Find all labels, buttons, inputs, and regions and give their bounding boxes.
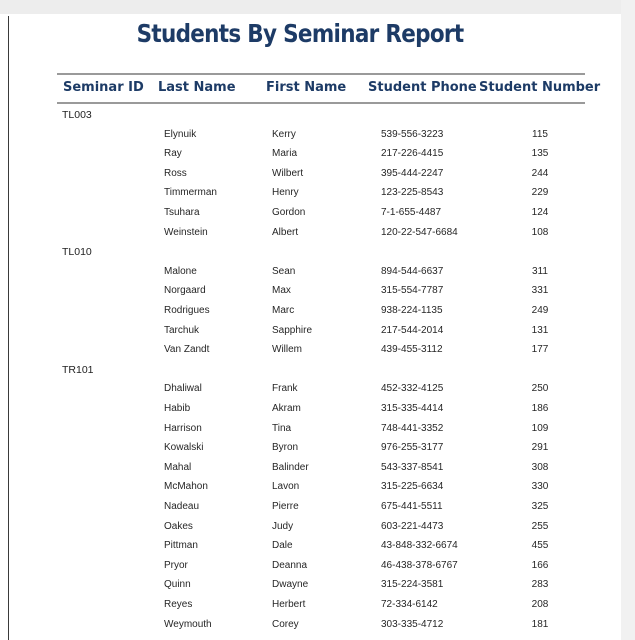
last-name-cell: Weinstein [164, 226, 208, 238]
first-name-cell: Balinder [272, 461, 309, 473]
student-number-cell: 330 [531, 481, 549, 493]
last-name-cell: Tarchuk [164, 324, 200, 336]
last-name-cell: Kowalski [164, 442, 204, 454]
seminar-group-label: TL010 [62, 246, 92, 259]
last-name-cell: Pittman [164, 540, 198, 552]
phone-cell: 123-225-8543 [381, 187, 444, 199]
last-name-cell: Nadeau [164, 500, 200, 512]
student-number-cell: 250 [531, 383, 549, 395]
student-number-cell: 311 [532, 265, 548, 277]
phone-cell: 539-556-3223 [381, 128, 444, 140]
column-header-student-number: Student Number [479, 80, 601, 95]
phone-cell: 439-455-3112 [381, 344, 443, 356]
right-edge [621, 0, 635, 640]
phone-cell: 976-255-3177 [381, 442, 444, 454]
seminar-group-label: TR101 [62, 363, 94, 376]
phone-cell: 72-334-6142 [381, 598, 438, 610]
first-name-cell: Lavon [272, 481, 300, 493]
first-name-cell: Dwayne [272, 579, 309, 591]
first-name-cell: Frank [272, 383, 298, 395]
first-name-cell: Kerry [272, 128, 296, 140]
first-name-cell: Willem [272, 344, 302, 356]
last-name-cell: Dhaliwal [164, 383, 202, 395]
first-name-cell: Sean [272, 265, 296, 277]
student-number-cell: 283 [531, 579, 549, 591]
phone-cell: 217-226-4415 [381, 148, 444, 160]
column-header-seminar-id: Seminar ID [63, 80, 144, 95]
phone-cell: 315-554-7787 [381, 285, 444, 297]
phone-cell: 675-441-5511 [381, 500, 443, 512]
phone-cell: 603-221-4473 [381, 520, 444, 532]
student-number-cell: 115 [532, 128, 548, 140]
student-number-cell: 255 [531, 520, 549, 532]
phone-cell: 395-444-2247 [381, 167, 444, 179]
student-number-cell: 308 [531, 461, 549, 473]
first-name-cell: Wilbert [272, 167, 304, 179]
left-border-line [8, 16, 9, 640]
last-name-cell: Mahal [164, 461, 192, 473]
student-number-cell: 229 [531, 187, 549, 199]
last-name-cell: Harrison [164, 422, 202, 434]
first-name-cell: Corey [272, 618, 299, 630]
column-header-student-phone: Student Phone [368, 80, 477, 95]
student-number-cell: 455 [531, 540, 549, 552]
report-title: Students By Seminar Report [136, 19, 464, 48]
phone-cell: 46-438-378-6767 [381, 559, 458, 571]
phone-cell: 315-225-6634 [381, 481, 444, 493]
student-number-cell: 177 [531, 344, 549, 356]
student-number-cell: 108 [531, 226, 549, 238]
phone-cell: 217-544-2014 [381, 324, 444, 336]
first-name-cell: Akram [272, 402, 301, 414]
student-number-cell: 249 [531, 304, 549, 316]
first-name-cell: Byron [272, 442, 299, 454]
header-top-rule [57, 73, 585, 75]
student-number-cell: 166 [531, 559, 549, 571]
last-name-cell: Elynuik [164, 128, 197, 140]
last-name-cell: Weymouth [164, 618, 212, 630]
student-number-cell: 186 [531, 402, 549, 414]
student-number-cell: 331 [531, 285, 549, 297]
student-number-cell: 291 [531, 442, 549, 454]
phone-cell: 452-332-4125 [381, 383, 444, 395]
last-name-cell: Ray [164, 148, 182, 160]
first-name-cell: Deanna [272, 559, 308, 571]
first-name-cell: Albert [272, 226, 299, 238]
last-name-cell: Oakes [164, 520, 193, 532]
last-name-cell: Norgaard [164, 285, 206, 297]
last-name-cell: Habib [164, 402, 191, 414]
student-number-cell: 325 [531, 500, 549, 512]
last-name-cell: Rodrigues [164, 304, 210, 316]
phone-cell: 120-22-547-6684 [381, 226, 458, 238]
column-header-last-name: Last Name [158, 80, 236, 95]
last-name-cell: Ross [164, 167, 187, 179]
seminar-group-label: TL003 [62, 109, 92, 121]
phone-cell: 303-335-4712 [381, 618, 444, 630]
last-name-cell: Van Zandt [164, 344, 210, 356]
first-name-cell: Judy [272, 520, 294, 532]
column-header-first-name: First Name [266, 80, 347, 95]
student-number-cell: 181 [531, 618, 549, 630]
last-name-cell: Malone [164, 265, 197, 277]
phone-cell: 43-848-332-6674 [381, 540, 458, 552]
phone-cell: 748-441-3352 [381, 422, 444, 434]
phone-cell: 938-224-1135 [381, 304, 443, 316]
first-name-cell: Pierre [272, 500, 299, 512]
first-name-cell: Herbert [272, 598, 306, 610]
first-name-cell: Sapphire [272, 324, 313, 336]
first-name-cell: Gordon [272, 206, 306, 218]
header-bottom-rule [57, 102, 585, 104]
student-number-cell: 135 [531, 148, 549, 160]
last-name-cell: Reyes [164, 598, 193, 610]
phone-cell: 315-224-3581 [381, 579, 444, 591]
first-name-cell: Tina [272, 422, 292, 434]
student-number-cell: 208 [531, 598, 549, 610]
first-name-cell: Dale [272, 540, 293, 552]
student-number-cell: 131 [531, 324, 549, 336]
phone-cell: 315-335-4414 [381, 402, 444, 414]
student-number-cell: 124 [531, 206, 549, 218]
phone-cell: 7-1-655-4487 [381, 206, 442, 218]
student-number-cell: 244 [531, 167, 549, 179]
last-name-cell: Pryor [164, 559, 188, 571]
phone-cell: 894-544-6637 [381, 265, 444, 277]
first-name-cell: Max [272, 285, 291, 297]
last-name-cell: Timmerman [164, 187, 217, 199]
first-name-cell: Maria [272, 148, 298, 160]
last-name-cell: Quinn [164, 579, 191, 591]
student-number-cell: 109 [531, 422, 549, 434]
last-name-cell: Tsuhara [164, 206, 200, 218]
phone-cell: 543-337-8541 [381, 461, 444, 473]
last-name-cell: McMahon [164, 481, 208, 493]
first-name-cell: Marc [272, 304, 295, 316]
top-edge [0, 0, 635, 14]
first-name-cell: Henry [272, 187, 299, 199]
